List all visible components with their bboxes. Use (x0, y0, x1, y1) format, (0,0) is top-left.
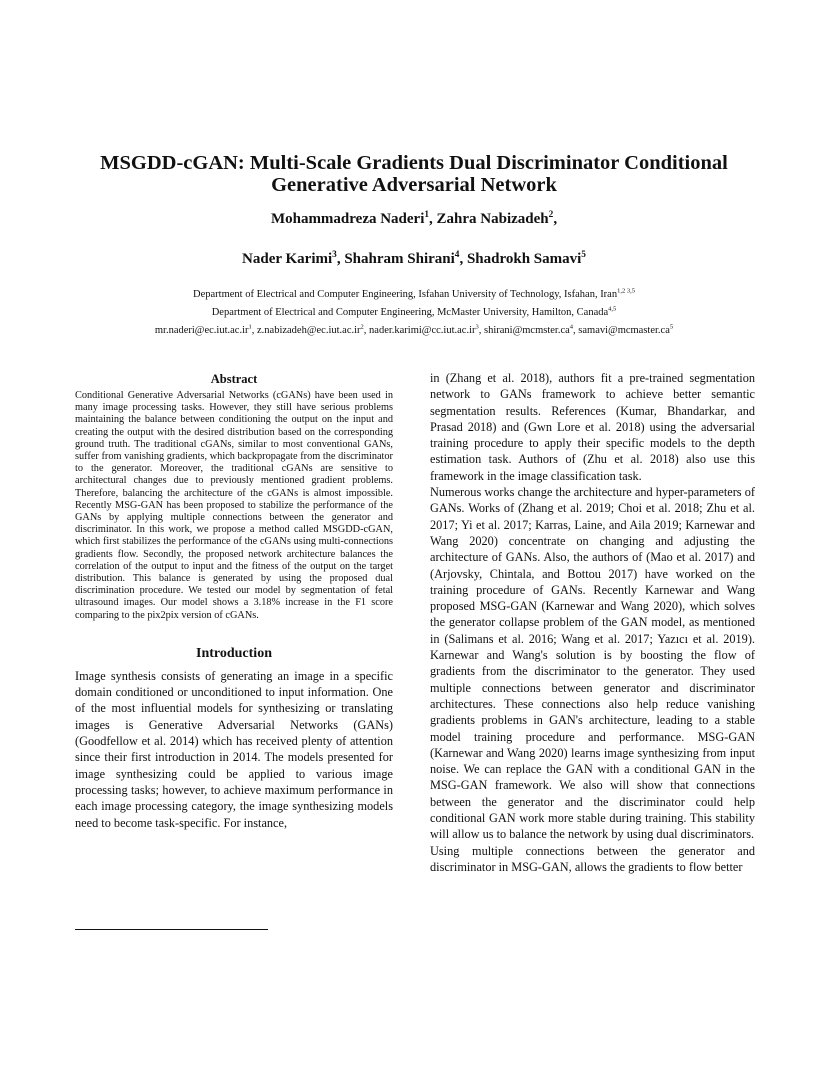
email-sup: 3 (475, 323, 479, 331)
email-address: shirani@mcmster.ca (484, 325, 570, 336)
author-sup: 2 (548, 210, 554, 220)
author-sup: 3 (332, 250, 337, 260)
author-sup: 1 (424, 210, 430, 220)
email-sup: 2 (360, 323, 364, 331)
affiliation-2 (20, 307, 808, 318)
affiliation-text: Department of Electrical and Computer Engineering, McMaster University, Hamilton, Canada (211, 307, 609, 318)
email-address: samavi@mcmaster.ca (578, 325, 670, 336)
email-sup: 5 (669, 323, 674, 331)
introduction-paragraph: Image synthesis consists of generating an image in a specific domain conditioned or unconditioned to input information. One of the most influential models for synthesizing or translating images is Generative Adversarial Networks (GANs) (Goodfellow et al. 2014) which has received plenty of attention since their first introduction in 2014. The models presented for image synthesizing could be applied to various image processing tasks; however, to achieve maximum performance in each image processing category, the image synthesizing models need to become task-specific. For instance, (75, 668, 393, 830)
author-line-1: Mohammadreza Naderi$^1$, Zahra Nabizadeh$^2$, (270, 210, 558, 227)
author-name: Zahra Nabizadeh (436, 211, 549, 227)
abstract-heading: Abstract (210, 372, 258, 386)
abstract-text: Conditional Generative Adversarial Networks (cGANs) have been used in many image processing tasks. However, they still have serious problems maintaining the balance between conditioning the output on the input and creating the output with the desired distribution based on the corresponding ground truth. The traditional cGANs, similar to most conventional GANs, suffer from vanishing gradients, which backpropagate from the discriminator to the generator. Moreover, the traditional cGANs are sensitive to architectural changes due to previously mentioned gradient problems. Therefore, balancing the architecture of the cGANs is almost impossible. Recently MSG-GAN has been proposed to stabilize the performance of the GANs by applying multiple connections between the generator and discriminator. In this work, we propose a method called MSGDD-cGAN, which first stabilizes the performance of the cGANs using multi-connections gradients flow. Secondly, the proposed network architecture balances the correlation of the output to input and the fitness of the output on the target distribution. This balance is generated by using the proposed dual discrimination procedure. We tested our model by segmentation of fetal ultrasound images. Our model shows a 3.18% increase in the F1 score comparing to the pix2pix version of cGANs. (75, 390, 393, 621)
author-name: Mohammadreza Naderi (270, 211, 425, 227)
email-address: z.nabizadeh@ec.iut.ac.ir (257, 325, 361, 336)
introduction-heading: Introduction (196, 645, 272, 661)
email-address: nader.karimi@cc.iut.ac.ir (369, 325, 476, 336)
paper-title (40, 152, 788, 196)
affiliation-sup: 1,2 3,5 (617, 287, 635, 295)
footnote-rule (75, 929, 268, 930)
author-name: Shahram Shirani (344, 251, 455, 267)
email-address: mr.naderi@ec.iut.ac.ir (154, 325, 249, 336)
email-line: $mr.naderi@ec.iut.ac.ir^1$, $z.nabizadeh@ec.iut.ac.ir^2$, $nader.karimi@cc.iut.ac.ir^3$, $shirani@mcmster.ca^4$, $samavi@mcmaster.ca^5$ (154, 323, 674, 336)
email-sup: 4 (569, 323, 574, 331)
affiliation-sup: 4,5 (608, 305, 617, 313)
affiliation-1 (20, 289, 808, 300)
author-name: Shadrokh Samavi (466, 251, 582, 267)
right-column (430, 370, 755, 875)
author-line-2: Nader Karimi$^3$, Shahram Shirani$^4$, Shadrokh Samavi$^5$ (242, 250, 586, 267)
body-paragraph-2: Numerous works change the architecture and hyper-parameters of GANs. Works of (Zhang et al. 2019; Choi et al. 2018; Zhu et al. 2017; Yi et al. 2017; Karras, Laine, and Aila 2019; Karnewar and Wang 2020) concentrate on changing and adjusting the architecture of GANs. Also, the authors of (Mao et al. 2017) and (Arjovsky, Chintala, and Bottou 2017) have worked on the training procedure of GANs. Recently Karnewar and Wang proposed MSG-GAN (Karnewar and Wang 2020), which solves the generator collapse problem of the GAN model, as mentioned in (Salimans et al. 2016; Wang et al. 2017; Yazıcı et al. 2019). Karnewar and Wang's solution is by boosting the flow of gradients from the discriminator to the generator. They used multiple connections between generator and discriminator architectures. These connections also help reduce vanishing gradients problems in GAN's architecture, leading to a stable model training procedure and performance. MSG-GAN (Karnewar and Wang 2020) learns image synthesizing from input noise. We can replace the GAN with a conditional GAN in the MSG-GAN framework. We also will show that connections between the generator and the discriminator could help conditional GAN work more stable during training. This stability will allow us to balance the network by using dual discriminators. (430, 485, 755, 842)
author-sup: 4 (454, 250, 460, 260)
title-line-1: MSGDD-cGAN: Multi-Scale Gradients Dual Discriminator Conditional (100, 152, 728, 174)
body-paragraph-3: Using multiple connections between the generator and discriminator in MSG-GAN, allows the gradients to flow better (430, 843, 755, 874)
author-name: Nader Karimi (242, 251, 333, 267)
title-line-2: Generative Adversarial Network (271, 174, 557, 196)
left-column (75, 372, 393, 831)
author-sup: 5 (581, 250, 586, 260)
body-paragraph-1: in (Zhang et al. 2018), authors fit a pre-trained segmentation network to GANs framework to achieve better semantic segmentation results. References (Kumar, Bhandarkar, and Prasad 2018) and (Gwn Lore et al. 2018) using the adversarial training procedure to apply their specific models to the depth estimation task. Authors of (Zhu et al. 2018) also use this framework in the image classification task. (430, 371, 755, 483)
affiliation-text: Department of Electrical and Computer Engineering, Isfahan University of Technology, Isfahan, Iran (193, 289, 618, 300)
email-sup: 1 (248, 323, 252, 331)
